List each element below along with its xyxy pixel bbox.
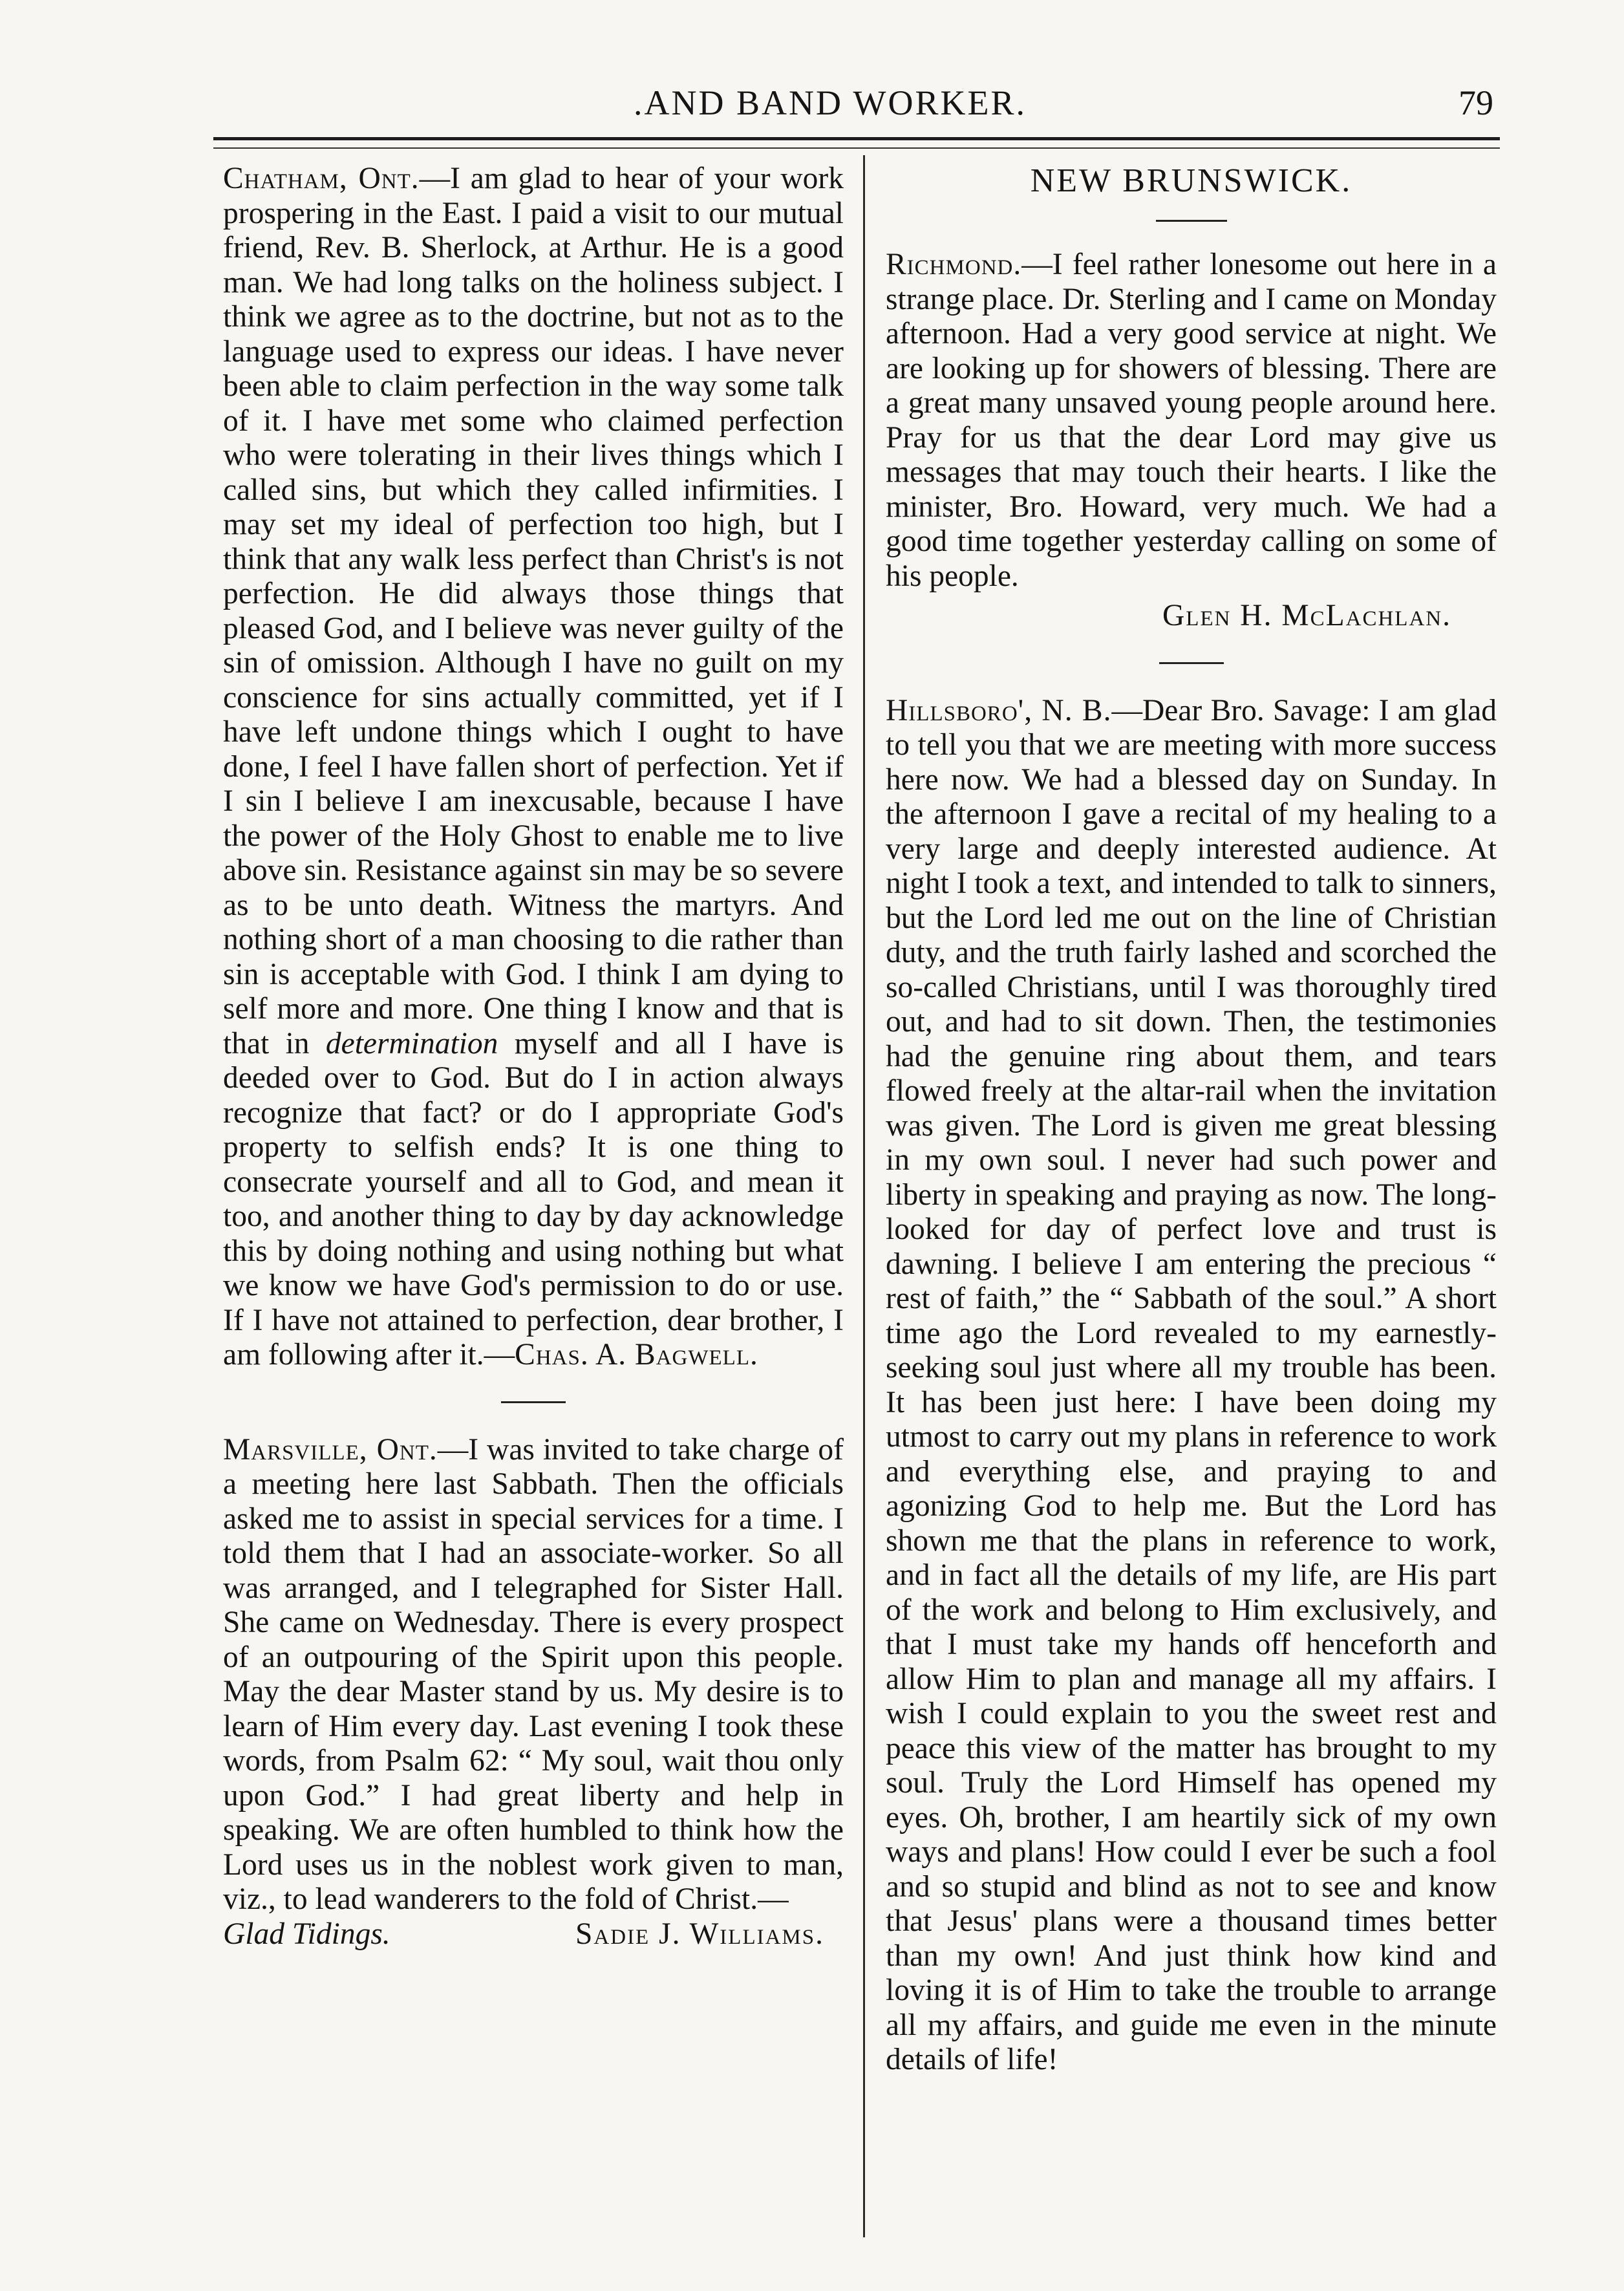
- section-title: NEW BRUNSWICK.: [1030, 162, 1352, 199]
- letter-richmond: [886, 248, 1497, 594]
- left-column: [223, 162, 844, 1952]
- right-column: [886, 162, 1497, 2078]
- page-number: 79: [1458, 83, 1493, 122]
- letter-chatham: [223, 162, 844, 1373]
- letter-emphasis: determination: [325, 1026, 498, 1060]
- letter-signature: Sadie J. Williams.: [575, 1917, 824, 1951]
- letter-body: —Dear Bro. Savage: I am glad to tell you that we are meeting with more success here now. We had a blessed day on Sunday. In the afternoon I gave a recital of my healing to a very large and deeply interested audience. At night I took a text, and intended to talk to sinners, but the Lord led me out on the line of Christian duty, and the truth fairly lashed and scorched the so-called Christians, until I was thoroughly tired out, and had to sit down. Then, the testimonies had the genuine ring about them, and tears flowed freely at the altar-rail when the invitation was given. The Lord is given me great blessing in my own soul. I never had such power and liberty in speaking and praying as now. The long-looked for day of perfect love and trust is dawning. I believe I am entering the precious “ rest of faith,” the “ Sabbath of the soul.” A short time ago the Lord revealed to my earnestly-seeking soul just where all my trouble has been. It has been just here: I have been doing my utmost to carry out my plans in reference to work and everything else, and praying to and agonizing God to help me. But the Lord has shown me that the plans in reference to work, and in fact all the details of my life, are His part of the work and belong to Him exclusively, and that I must take my hands off henceforth and allow Him to plan and manage all my affairs. I wish I could explain to you the sweet rest and peace this view of the matter has brought to my soul. Truly the Lord Himself has opened my eyes. Oh, brother, I am heartily sick of my own ways and plans! How could I ever be such a fool and so stupid and blind as not to see and know that Jesus' plans were a thousand times better than my own! And just think how kind and loving it is of Him to take the trouble to arrange all my affairs, and guide me even in the minute details of life!: [886, 693, 1497, 2076]
- header-rule-thick: [213, 137, 1500, 140]
- letter-body: —I was invited to take charge of a meeting here last Sabbath. Then the officials asked me to assist in special services for a time. I told them that I had an associate-worker. So all was arranged, and I telegraphed for Sister Hall. She came on Wednesday. There is every prospect of an outpouring of the Spirit upon this people. May the dear Master stand by us. My desire is to learn of Him every day. Last evening I took these words, from Psalm 62: “ My soul, wait thou only upon God.” I had great liberty and help in speaking. We are often humbled to think how the Lord uses us in the noblest work given to man, viz., to lead wanderers to the fold of Christ.—: [223, 1432, 844, 1916]
- letter-place: Hillsboro', N. B.: [886, 693, 1112, 727]
- letter-signature: Chas. A. Bagwell.: [515, 1338, 758, 1371]
- column-divider: [863, 155, 865, 2237]
- letter-signature: Glen H. McLachlan.: [1162, 599, 1451, 632]
- letter-body: —I am glad to hear of your work prospering in the East. I paid a visit to our mutual friend, Rev. B. Sherlock, at Arthur. He is a good man. We had long talks on the holiness subject. I think we agree as to the doctrine, but not as to the language used to express our ideas. I have never been able to claim perfection in the way some talk of it. I have met some who claimed perfection who were tolerating in their lives things which I called sins, but which they called infirmities. I may set my ideal of perfection too high, but I think that any walk less perfect than Christ's is not perfection. He did always those things that pleased God, and I believe was never guilty of the sin of omission. Although I have no guilt on my conscience for sins actually committed, yet if I have left undone things which I ought to have done, I feel I have fallen short of perfection. Yet if I sin I believe I am inexcusable, because I have the power of the Holy Ghost to enable me to live above sin. Resistance against sin may be so severe as to be unto death. Witness the martyrs. And nothing short of a man choosing to die rather than sin is acceptable with God. I think I am dying to self more and more. One thing I know and that is that in: [223, 162, 844, 1060]
- letter-place: Richmond.: [886, 248, 1022, 281]
- letter-body-continued: myself and all I have is deeded over to God. But do I in action always recognize that fact? or do I appropriate God's property to selfish ends? It is one thing to consecrate yourself and all to God, and mean it too, and another thing to day by day acknowledge this by doing nothing and using nothing but what we know we have God's permission to do or use. If I have not attained to perfection, dear brother, I am following after it.—: [223, 1026, 844, 1371]
- page-header: [213, 83, 1500, 134]
- letter-marsville: [223, 1433, 844, 1917]
- letter-hillsboro: [886, 694, 1497, 2078]
- letter-body: —I feel rather lonesome out here in a strange place. Dr. Sterling and I came on Monday afternoon. Had a very good service at night. We are looking up for showers of blessing. There are a great many unsaved young people around here. Pray for us that the dear Lord may give us messages that may touch their hearts. I like the minister, Bro. Howard, very much. We had a good time together yesterday calling on some of his people.: [886, 248, 1497, 593]
- letter-place: Marsville, Ont.: [223, 1432, 438, 1467]
- separator-rule: [501, 1401, 566, 1403]
- letter-source: Glad Tidings.: [223, 1917, 390, 1951]
- running-title: .AND BAND WORKER.: [634, 83, 1027, 122]
- separator-rule: [1159, 662, 1224, 664]
- title-rule: [1156, 220, 1227, 222]
- letter-place: Chatham, Ont.: [223, 162, 420, 195]
- letter-footer: [223, 1917, 844, 1952]
- header-rule-thin: [213, 147, 1500, 149]
